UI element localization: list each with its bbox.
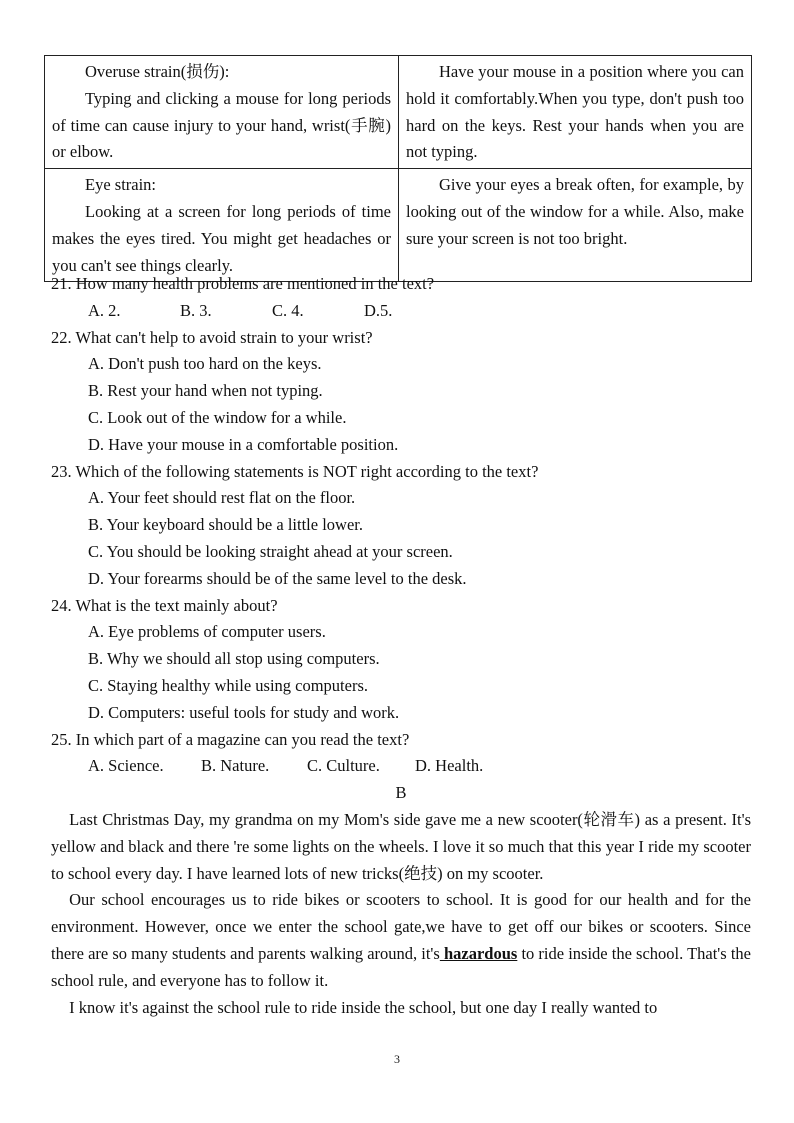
paragraph-text: Our school encourages us to ride bikes or scooters to school. It is good for our health and for the environment. However, once we enter the school gate,we have to get off our bikes or scooters. Since there are so many students and parents walking around, it's — [51, 890, 751, 963]
option-d: D. Computers: useful tools for study and work. — [88, 702, 400, 722]
question-25: 25. In which part of a magazine can you read the text? — [51, 729, 410, 749]
advice-cell — [399, 169, 752, 282]
paragraph-text: to ride inside the school. That's the school rule, and everyone has to follow it. — [51, 943, 751, 990]
option-b: B. 3. — [180, 300, 212, 320]
advice-text: Give your eyes a break often, for example, by looking out of the window for a while. Also, make sure your screen is not too bright. — [406, 175, 744, 248]
option-b: B. Nature. — [201, 756, 270, 776]
advice-text: Have your mouse in a position where you can hold it comfortably.When you type, don't push too hard on the keys. Rest your hands when you are not typing. — [406, 62, 744, 162]
passage-paragraph-3: I know it's against the school rule to ride inside the school, but one day I really wanted to — [69, 997, 658, 1017]
passage-paragraph-1: Last Christmas Day, my grandma on my Mom's side gave me a new scooter(轮滑车) as a present. It's yellow and black and there 're some lights on the wheels. I love it so much that this year I ride my scooter to school every day. I have learned lots of new tricks(绝技) on my scooter. — [51, 809, 751, 883]
problem-title: Eye strain: — [85, 175, 157, 195]
option-c: C. Culture. — [307, 756, 380, 776]
question-22: 22. What can't help to avoid strain to your wrist? — [51, 327, 373, 347]
health-problems-table — [44, 55, 752, 282]
questions-block — [51, 271, 751, 1021]
option-d: D. Health. — [415, 756, 484, 776]
question-21-options — [88, 298, 751, 325]
option-b: B. Your keyboard should be a little lower. — [88, 515, 363, 535]
problem-cell — [45, 169, 399, 282]
problem-cell — [45, 56, 399, 169]
option-a: A. Eye problems of computer users. — [88, 622, 326, 642]
section-letter: B — [395, 783, 407, 803]
option-c: C. Look out of the window for a while. — [88, 407, 347, 427]
reading-passage — [51, 807, 751, 1021]
option-a: A. 2. — [88, 300, 121, 320]
question-24: 24. What is the text mainly about? — [51, 595, 278, 615]
option-b: B. Why we should all stop using computers. — [88, 649, 380, 669]
option-d: D. Have your mouse in a comfortable position. — [88, 434, 399, 454]
question-21: 21. How many health problems are mentioned in the text? — [51, 274, 435, 293]
table-row — [45, 56, 752, 169]
keyword-hazardous: hazardous — [439, 943, 518, 963]
question-25-options — [88, 753, 751, 780]
problem-description: Looking at a screen for long periods of time makes the eyes tired. You might get headaches or you can't see things clearly. — [52, 201, 391, 275]
table-row — [45, 169, 752, 282]
passage-paragraph-2 — [51, 887, 751, 994]
option-c: C. 4. — [272, 300, 304, 320]
advice-cell — [399, 56, 752, 169]
option-b: B. Rest your hand when not typing. — [88, 381, 323, 401]
option-c: C. You should be looking straight ahead at your screen. — [88, 541, 453, 561]
problem-description: Typing and clicking a mouse for long periods of time can cause injury to your hand, wrist(手腕) or elbow. — [52, 88, 391, 162]
page-number: 3 — [394, 1052, 400, 1066]
option-a: A. Your feet should rest flat on the floor. — [88, 488, 356, 508]
problem-title: Overuse strain(损伤): — [85, 62, 230, 81]
option-a: A. Science. — [88, 756, 164, 776]
option-d: D.5. — [364, 300, 393, 320]
option-d: D. Your forearms should be of the same level to the desk. — [88, 568, 467, 588]
option-a: A. Don't push too hard on the keys. — [88, 354, 322, 374]
option-c: C. Staying healthy while using computers. — [88, 675, 369, 695]
question-23: 23. Which of the following statements is NOT right according to the text? — [51, 461, 539, 481]
